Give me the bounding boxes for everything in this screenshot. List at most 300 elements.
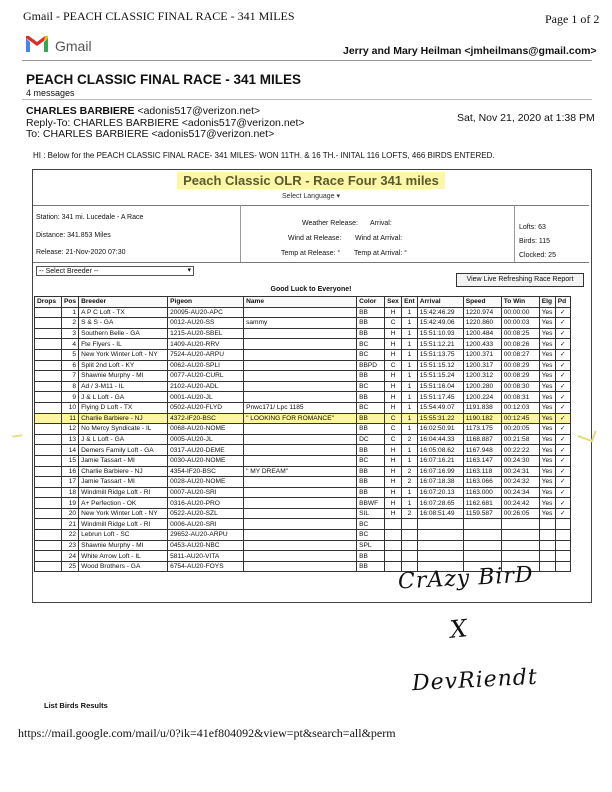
table-cell: 1220.974: [463, 307, 501, 318]
table-cell: 0317-AU20-DEME: [168, 445, 244, 456]
table-cell: [463, 551, 501, 562]
column-header: To Win: [501, 297, 539, 308]
table-cell: Demers Family Loft - GA: [79, 445, 168, 456]
table-cell: BB: [357, 477, 385, 488]
table-cell: 00:24:42: [501, 498, 539, 509]
table-cell: 1: [402, 402, 418, 413]
table-cell: [244, 371, 357, 382]
table-cell: 1200.371: [463, 349, 501, 360]
table-cell: BC: [357, 455, 385, 466]
table-cell: H: [385, 349, 402, 360]
table-cell: 23: [62, 540, 79, 551]
table-cell: ✓: [555, 339, 570, 350]
table-cell: 1200.312: [463, 371, 501, 382]
gmail-logo-icon: [25, 35, 49, 53]
table-cell: 12: [62, 424, 79, 435]
column-header: Speed: [463, 297, 501, 308]
table-cell: 15:51:16.04: [417, 381, 463, 392]
table-cell: [244, 487, 357, 498]
table-cell: J & L Loft - GA: [79, 392, 168, 403]
table-cell: [385, 530, 402, 541]
table-cell: ✓: [555, 487, 570, 498]
table-cell: sammy: [244, 318, 357, 329]
table-cell: Yes: [539, 402, 555, 413]
table-cell: 15:51:13.75: [417, 349, 463, 360]
table-row[interactable]: [35, 551, 571, 562]
table-cell: [402, 519, 418, 530]
table-cell: H: [385, 402, 402, 413]
table-cell: 1162.681: [463, 498, 501, 509]
table-cell: [244, 551, 357, 562]
table-cell: [417, 519, 463, 530]
table-cell: [244, 424, 357, 435]
table-cell: 1: [402, 318, 418, 329]
table-cell: Ad / 3-M11 - IL: [79, 381, 168, 392]
table-row[interactable]: [35, 466, 571, 477]
table-cell: [244, 540, 357, 551]
table-cell: " LOOKING FOR ROMANCE": [244, 413, 357, 424]
table-cell: [35, 424, 62, 435]
table-cell: [501, 530, 539, 541]
table-cell: 1: [402, 498, 418, 509]
table-cell: [35, 371, 62, 382]
table-cell: 15:51:15.24: [417, 371, 463, 382]
table-cell: 6754-AU20-FOYS: [168, 561, 244, 572]
table-cell: H: [385, 487, 402, 498]
table-cell: Yes: [539, 413, 555, 424]
table-cell: 15:51:17.45: [417, 392, 463, 403]
table-cell: BC: [357, 519, 385, 530]
table-cell: BB: [357, 445, 385, 456]
table-cell: 1163.118: [463, 466, 501, 477]
table-cell: BB: [357, 392, 385, 403]
table-cell: [402, 551, 418, 562]
table-cell: 00:08:30: [501, 381, 539, 392]
divider: [33, 205, 589, 206]
table-cell: [35, 508, 62, 519]
table-cell: Yes: [539, 381, 555, 392]
table-cell: 4354-IF20-BSC: [168, 466, 244, 477]
table-cell: 2: [62, 318, 79, 329]
table-cell: 00:12:45: [501, 413, 539, 424]
divider: [22, 99, 592, 100]
table-cell: BB: [357, 466, 385, 477]
table-cell: [463, 519, 501, 530]
table-cell: Yes: [539, 445, 555, 456]
table-cell: [244, 498, 357, 509]
table-cell: 13: [62, 434, 79, 445]
table-cell: 15:42:46.29: [417, 307, 463, 318]
print-footer-url: https://mail.google.com/mail/u/0?ik=41ef804092&view=pt&search=all&perm: [18, 726, 396, 740]
handwritten-note-line3: DevRiendt: [411, 664, 539, 697]
table-cell: DC: [357, 434, 385, 445]
table-cell: Yes: [539, 455, 555, 466]
table-cell: ✓: [555, 413, 570, 424]
table-cell: Yes: [539, 318, 555, 329]
table-row[interactable]: [35, 392, 571, 403]
column-header: Pos: [62, 297, 79, 308]
table-cell: [35, 307, 62, 318]
weather-release-label: Weather Release:: [302, 220, 358, 227]
handwritten-note-line1: CrAzy BirD: [397, 562, 535, 595]
table-cell: [244, 434, 357, 445]
table-row[interactable]: [35, 530, 571, 541]
table-cell: BB: [357, 328, 385, 339]
table-cell: 1: [402, 392, 418, 403]
divider: [514, 205, 515, 262]
column-header: Name: [244, 297, 357, 308]
table-cell: [402, 530, 418, 541]
table-cell: ✓: [555, 360, 570, 371]
live-report-button[interactable]: View Live Refreshing Race Report: [456, 273, 584, 287]
table-row[interactable]: [35, 434, 571, 445]
column-header: Arrival: [417, 297, 463, 308]
table-cell: 00:08:29: [501, 360, 539, 371]
table-cell: [244, 339, 357, 350]
table-cell: BC: [357, 402, 385, 413]
email-subject: PEACH CLASSIC FINAL RACE - 341 MILES: [26, 72, 302, 87]
table-cell: ✓: [555, 445, 570, 456]
table-cell: [417, 530, 463, 541]
table-cell: 21: [62, 519, 79, 530]
table-row[interactable]: [35, 307, 571, 318]
table-row[interactable]: [35, 477, 571, 488]
table-cell: C: [385, 434, 402, 445]
table-cell: 22: [62, 530, 79, 541]
table-row[interactable]: [35, 424, 571, 435]
table-cell: [244, 349, 357, 360]
table-cell: ✓: [555, 371, 570, 382]
table-cell: [463, 530, 501, 541]
table-cell: 00:24:31: [501, 466, 539, 477]
table-cell: 0062-AU20-SPLI: [168, 360, 244, 371]
table-cell: 17: [62, 477, 79, 488]
table-cell: [35, 318, 62, 329]
table-cell: Wood Brothers - GA: [79, 561, 168, 572]
table-cell: 00:24:30: [501, 455, 539, 466]
table-cell: H: [385, 466, 402, 477]
table-cell: [555, 561, 570, 572]
arrival-label: Arrival:: [370, 220, 392, 227]
table-cell: [35, 519, 62, 530]
table-cell: [244, 530, 357, 541]
table-row[interactable]: [35, 339, 571, 350]
table-row[interactable]: [35, 402, 571, 413]
table-cell: 0522-AU20-SZL: [168, 508, 244, 519]
table-cell: Yes: [539, 434, 555, 445]
table-cell: BB: [357, 413, 385, 424]
table-cell: S & S - GA: [79, 318, 168, 329]
table-cell: ✓: [555, 402, 570, 413]
table-cell: 16: [62, 466, 79, 477]
table-cell: [501, 551, 539, 562]
table-row[interactable]: [35, 508, 571, 519]
table-cell: [35, 551, 62, 562]
table-cell: 3: [62, 328, 79, 339]
table-cell: [501, 540, 539, 551]
table-cell: SPL: [357, 540, 385, 551]
table-cell: BC: [357, 530, 385, 541]
table-cell: 1163.000: [463, 487, 501, 498]
table-row[interactable]: [35, 487, 571, 498]
from-address[interactable]: <adonis517@verizon.net>: [137, 105, 261, 117]
wind-release-label: Wind at Release:: [288, 235, 342, 242]
table-cell: 1: [402, 487, 418, 498]
print-header-title: Gmail - PEACH CLASSIC FINAL RACE - 341 MILES: [23, 9, 295, 23]
table-cell: ✓: [555, 424, 570, 435]
table-cell: H: [385, 498, 402, 509]
table-cell: [555, 530, 570, 541]
table-cell: 15:54:49.07: [417, 402, 463, 413]
table-cell: Yes: [539, 371, 555, 382]
table-cell: 1168.887: [463, 434, 501, 445]
column-header: Pigeon: [168, 297, 244, 308]
table-row[interactable]: [35, 445, 571, 456]
table-cell: 16:02:50.91: [417, 424, 463, 435]
table-cell: [539, 519, 555, 530]
table-cell: 4372-IF20-BSC: [168, 413, 244, 424]
table-cell: 7524-AU20-ARPU: [168, 349, 244, 360]
table-cell: 0005-AU20-JL: [168, 434, 244, 445]
from-name: CHARLES BARBIERE: [26, 105, 135, 117]
table-cell: 1200.224: [463, 392, 501, 403]
race-distance: Distance: 341.853 Miles: [36, 232, 111, 239]
email-body-intro: HI : Below for the PEACH CLASSIC FINAL RACE- 341 MILES- WON 11TH. & 16 TH.- INITAL 116 LOFTS, 466 BIRDS ENTERED.: [33, 151, 495, 160]
table-cell: ✓: [555, 434, 570, 445]
table-cell: [35, 402, 62, 413]
table-cell: 1: [402, 360, 418, 371]
table-cell: 16:04:44.33: [417, 434, 463, 445]
table-cell: No Mercy Syndicate - IL: [79, 424, 168, 435]
table-cell: 1173.175: [463, 424, 501, 435]
table-cell: 11: [62, 413, 79, 424]
to-line: To: CHARLES BARBIERE <adonis517@verizon.net>: [26, 128, 275, 140]
table-cell: 1: [62, 307, 79, 318]
table-cell: J & L Loft - GA: [79, 434, 168, 445]
table-cell: A P C Loft - TX: [79, 307, 168, 318]
table-cell: Jamie Tassart - MI: [79, 455, 168, 466]
table-cell: [385, 540, 402, 551]
table-cell: [539, 540, 555, 551]
divider: [33, 262, 589, 263]
table-cell: 15:51:15.12: [417, 360, 463, 371]
table-cell: 0502-AU20-FLYD: [168, 402, 244, 413]
table-cell: 9: [62, 392, 79, 403]
table-cell: 15: [62, 455, 79, 466]
table-row[interactable]: [35, 413, 571, 424]
table-cell: 4: [62, 339, 79, 350]
table-cell: 00:00:00: [501, 307, 539, 318]
table-cell: 0316-AU20-PRO: [168, 498, 244, 509]
table-cell: 16:07:16.99: [417, 466, 463, 477]
table-cell: Jamie Tassart - MI: [79, 477, 168, 488]
temp-arrival-label: Temp at Arrival: °: [354, 250, 407, 257]
table-cell: 00:24:34: [501, 487, 539, 498]
table-cell: [35, 561, 62, 572]
divider: [240, 205, 241, 262]
wind-arrival-label: Wind at Arrival:: [355, 235, 403, 242]
page-number: Page 1 of 2: [545, 12, 600, 26]
race-release: Release: 21-Nov-2020 07:30: [36, 249, 126, 256]
table-cell: ✓: [555, 318, 570, 329]
table-cell: [244, 519, 357, 530]
table-cell: 0012-AU20-SS: [168, 318, 244, 329]
table-cell: 1: [402, 413, 418, 424]
table-cell: 14: [62, 445, 79, 456]
table-row[interactable]: [35, 498, 571, 509]
table-row[interactable]: [35, 540, 571, 551]
column-header: Breeder: [79, 297, 168, 308]
table-cell: 00:22:22: [501, 445, 539, 456]
table-cell: ✓: [555, 498, 570, 509]
table-cell: 5811-AU20-VITA: [168, 551, 244, 562]
table-cell: H: [385, 455, 402, 466]
table-cell: 7: [62, 371, 79, 382]
table-cell: ✓: [555, 508, 570, 519]
table-cell: 00:08:27: [501, 349, 539, 360]
table-cell: BB: [357, 487, 385, 498]
table-cell: 00:08:25: [501, 328, 539, 339]
list-birds-results-link[interactable]: List Birds Results: [44, 701, 108, 710]
table-cell: H: [385, 381, 402, 392]
table-cell: [244, 477, 357, 488]
table-cell: [555, 519, 570, 530]
table-cell: [35, 339, 62, 350]
divider: [22, 60, 592, 61]
table-cell: [244, 508, 357, 519]
table-cell: 0068-AU20-NOME: [168, 424, 244, 435]
table-cell: 10: [62, 402, 79, 413]
table-cell: Yes: [539, 498, 555, 509]
table-cell: 1: [402, 381, 418, 392]
table-cell: " MY DREAM": [244, 466, 357, 477]
table-cell: [539, 530, 555, 541]
table-cell: Yes: [539, 424, 555, 435]
table-cell: 15:42:49.06: [417, 318, 463, 329]
table-cell: [35, 434, 62, 445]
table-cell: H: [385, 508, 402, 519]
column-header: Drops: [35, 297, 62, 308]
table-cell: Fte Flyers - IL: [79, 339, 168, 350]
column-header: Pd: [555, 297, 570, 308]
table-cell: Yes: [539, 487, 555, 498]
table-cell: [35, 530, 62, 541]
table-cell: 15:51:10.93: [417, 328, 463, 339]
table-row[interactable]: [35, 381, 571, 392]
table-cell: BB: [357, 307, 385, 318]
table-cell: BB: [357, 318, 385, 329]
table-row[interactable]: [35, 349, 571, 360]
table-row[interactable]: [35, 328, 571, 339]
table-row[interactable]: [35, 519, 571, 530]
highlighter-mark: [12, 429, 23, 437]
table-cell: 6: [62, 360, 79, 371]
table-cell: [244, 455, 357, 466]
table-cell: Split 2nd Loft - KY: [79, 360, 168, 371]
table-cell: BC: [357, 349, 385, 360]
race-station: Station: 341 mi. Lucedale - A Race: [36, 214, 144, 221]
table-cell: ✓: [555, 455, 570, 466]
table-cell: [244, 561, 357, 572]
table-cell: 1: [402, 339, 418, 350]
table-cell: BB: [357, 551, 385, 562]
table-cell: 00:26:05: [501, 508, 539, 519]
table-cell: H: [385, 445, 402, 456]
table-cell: 1: [402, 371, 418, 382]
table-cell: 1: [402, 445, 418, 456]
account-name: Jerry and Mary Heilman <jmheilmans@gmail.com>: [343, 45, 597, 57]
table-cell: BC: [357, 339, 385, 350]
table-cell: C: [385, 360, 402, 371]
table-row[interactable]: [35, 318, 571, 329]
table-cell: [244, 328, 357, 339]
table-row[interactable]: [35, 371, 571, 382]
table-cell: Yes: [539, 328, 555, 339]
table-cell: 16:08:51.49: [417, 508, 463, 519]
table-cell: New York Winter Loft - NY: [79, 508, 168, 519]
table-cell: 0030-AU20-NOME: [168, 455, 244, 466]
table-cell: 1200.280: [463, 381, 501, 392]
table-cell: 1: [402, 424, 418, 435]
table-cell: ✓: [555, 466, 570, 477]
table-cell: [35, 455, 62, 466]
breeder-select[interactable]: [36, 266, 194, 276]
table-cell: Yes: [539, 349, 555, 360]
table-cell: A+ Perfection - OK: [79, 498, 168, 509]
table-cell: [385, 519, 402, 530]
table-cell: C: [385, 424, 402, 435]
table-cell: 2: [402, 434, 418, 445]
good-luck-message: Good Luck to Everyone!: [270, 286, 352, 293]
table-cell: [35, 445, 62, 456]
table-cell: 8: [62, 381, 79, 392]
table-cell: [555, 540, 570, 551]
table-cell: [539, 551, 555, 562]
table-cell: BBPD: [357, 360, 385, 371]
table-cell: [244, 381, 357, 392]
table-cell: [35, 487, 62, 498]
table-cell: H: [385, 328, 402, 339]
table-cell: 18: [62, 487, 79, 498]
table-cell: SIL: [357, 508, 385, 519]
column-header: Elg: [539, 297, 555, 308]
table-cell: 25: [62, 561, 79, 572]
table-cell: 1200.484: [463, 328, 501, 339]
breeder-select-value: -- Select Breeder --: [39, 268, 99, 275]
table-row[interactable]: [35, 360, 571, 371]
table-cell: 1167.948: [463, 445, 501, 456]
table-cell: Yes: [539, 508, 555, 519]
table-cell: BB: [357, 424, 385, 435]
select-language-link[interactable]: Select Language ▾: [281, 193, 340, 200]
table-cell: BBWF: [357, 498, 385, 509]
table-row[interactable]: [35, 455, 571, 466]
table-cell: 00:00:03: [501, 318, 539, 329]
column-header: Sex: [385, 297, 402, 308]
table-cell: 16:05:08.62: [417, 445, 463, 456]
table-cell: 0077-AU20-CURL: [168, 371, 244, 382]
handwritten-note-line2: X: [448, 614, 469, 644]
email-date: Sat, Nov 21, 2020 at 1:38 PM: [457, 112, 595, 124]
table-cell: [35, 540, 62, 551]
table-cell: 16:07:20.13: [417, 487, 463, 498]
table-cell: Pnwc171/ Lpc 1185: [244, 402, 357, 413]
table-cell: [244, 360, 357, 371]
table-cell: 20: [62, 508, 79, 519]
table-cell: [539, 561, 555, 572]
table-cell: H: [385, 307, 402, 318]
table-cell: [35, 498, 62, 509]
